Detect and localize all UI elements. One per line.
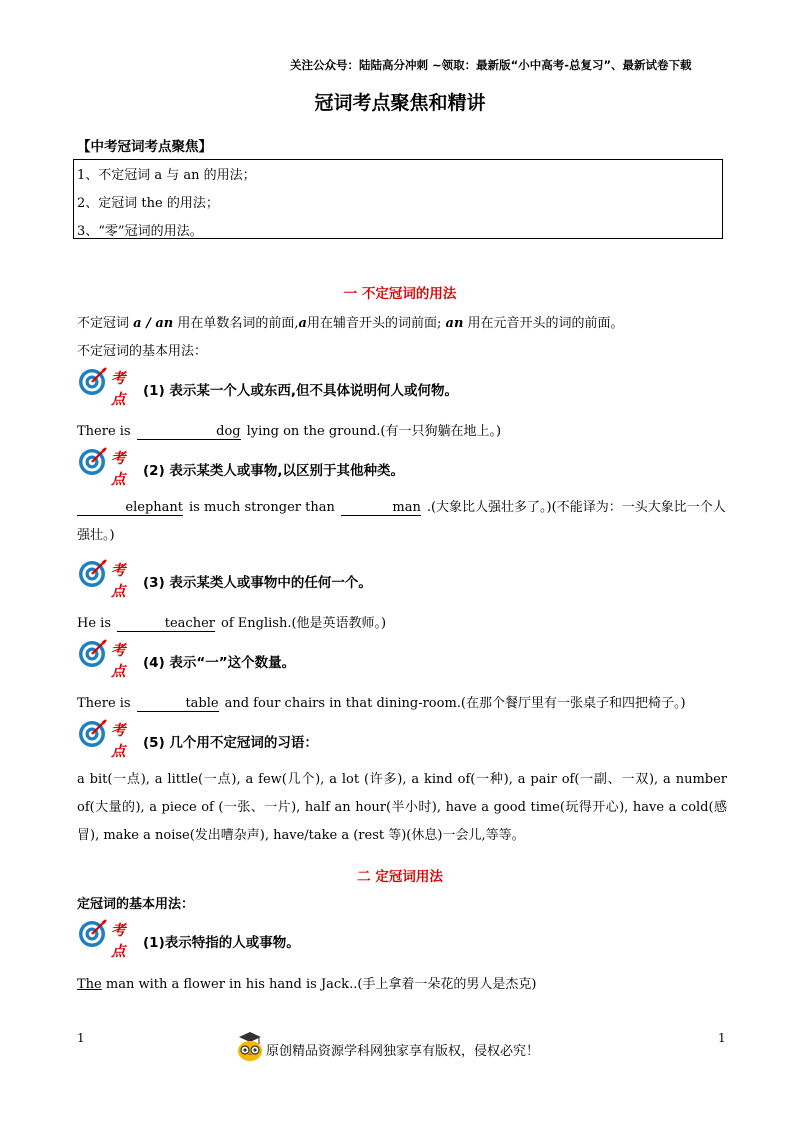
focus-item: 1、不定冠词 a 与 an 的用法；: [77, 168, 256, 183]
section-heading-indefinite: 一 不定冠词的用法: [343, 286, 457, 302]
example-2: [77, 494, 727, 550]
intro-bold: a: [298, 316, 307, 331]
basic-usage-label: 不定冠词的基本用法：: [77, 344, 208, 359]
owl-logo-icon: [236, 1030, 264, 1062]
underlined-article: The: [77, 977, 102, 992]
example-text: lying on the ground.(有一只狗躺在地上。): [246, 424, 502, 439]
example-4: [77, 692, 686, 712]
exam-point-text: (3) 表示某类人或事物中的任何一个。: [143, 575, 372, 591]
target-icon: [77, 717, 109, 749]
intro-bold: a / an: [133, 316, 174, 331]
intro-bold: an: [445, 316, 464, 331]
focus-item: 3、“零”冠词的用法。: [77, 224, 203, 239]
exam-point-tag: 考点: [111, 370, 126, 408]
fill-blank: table: [137, 696, 219, 712]
exam-point-tag: 考点: [111, 450, 126, 488]
example-text: There is: [77, 424, 131, 439]
section-heading-definite: 二 定冠词用法: [357, 869, 443, 885]
fill-blank: elephant: [77, 500, 183, 516]
idioms-paragraph: a bit(一点), a little(一点), a few(几个), a lot (许多), a kind of(一种), a pair of(一副、一双), a number of(大量的), a piece of (一张、一片), half an hour(半小时), have a good time(玩得开心), have a cold(感冒), make a noise(发出嘈杂声), have/take a (rest 等)(休息)一会儿,等等。: [77, 772, 727, 843]
target-icon: [77, 445, 109, 477]
example-text: There is: [77, 696, 131, 711]
exam-point-text: (1) 表示某一个人或东西,但不具体说明何人或何物。: [143, 383, 459, 399]
focus-item: 2、定冠词 the 的用法；: [77, 196, 219, 211]
fill-blank: teacher: [117, 616, 215, 632]
example-text: .(大象比人强壮多了。)(不能译为：一头大象比一个人强壮。): [77, 500, 726, 543]
intro-paragraph: [77, 312, 624, 331]
header-banner: 关注公众号：陆陆高分冲刺 ~领取：最新版“小中高考-总复习”、最新试卷下载: [290, 58, 692, 72]
exam-point-tag: 考点: [111, 642, 126, 680]
exam-point-tag: 考点: [111, 922, 126, 960]
example-1: [77, 420, 501, 440]
target-icon: [77, 557, 109, 589]
intro-text: 不定冠词: [77, 316, 130, 331]
target-icon: [77, 917, 109, 949]
definite-example-1: [77, 973, 536, 992]
example-text: is much stronger than: [189, 500, 335, 515]
target-icon: [77, 365, 109, 397]
definite-basic-label: 定冠词的基本用法：: [77, 897, 195, 912]
page-number-right: 1: [718, 1031, 726, 1045]
fill-blank: dog: [137, 424, 241, 440]
example-text: of English.(他是英语教师。): [221, 616, 387, 631]
exam-point-text: (1)表示特指的人或事物。: [143, 935, 300, 951]
exam-point-text: (2) 表示某类人或事物,以区别于其他种类。: [143, 463, 405, 479]
focus-label: 【中考冠词考点聚焦】: [77, 139, 212, 155]
exam-point-tag: 考点: [111, 722, 126, 760]
intro-text: 用在元音开头的词的前面。: [467, 316, 624, 331]
exam-point-text: (4) 表示“一”这个数量。: [143, 655, 296, 671]
page-number-left: 1: [77, 1031, 85, 1045]
intro-text: 用在单数名词的前面,: [177, 316, 299, 331]
target-icon: [77, 637, 109, 669]
example-text: man with a flower in his hand is Jack..(手上拿着一朵花的男人是杰克): [105, 977, 537, 992]
example-text: He is: [77, 616, 111, 631]
intro-text: 用在辅音开头的词前面;: [306, 316, 442, 331]
example-3: [77, 612, 386, 632]
exam-point-tag: 考点: [111, 562, 126, 600]
document-title: 冠词考点聚焦和精讲: [314, 92, 486, 114]
copyright-text: 原创精品资源学科网独家享有版权，侵权必究！: [266, 1044, 540, 1059]
exam-point-text: (5) 几个用不定冠词的习语：: [143, 735, 318, 751]
example-text: and four chairs in that dining-room.(在那个餐厅里有一张桌子和四把椅子。): [224, 696, 686, 711]
focus-box: [73, 159, 723, 239]
fill-blank: man: [341, 500, 421, 516]
